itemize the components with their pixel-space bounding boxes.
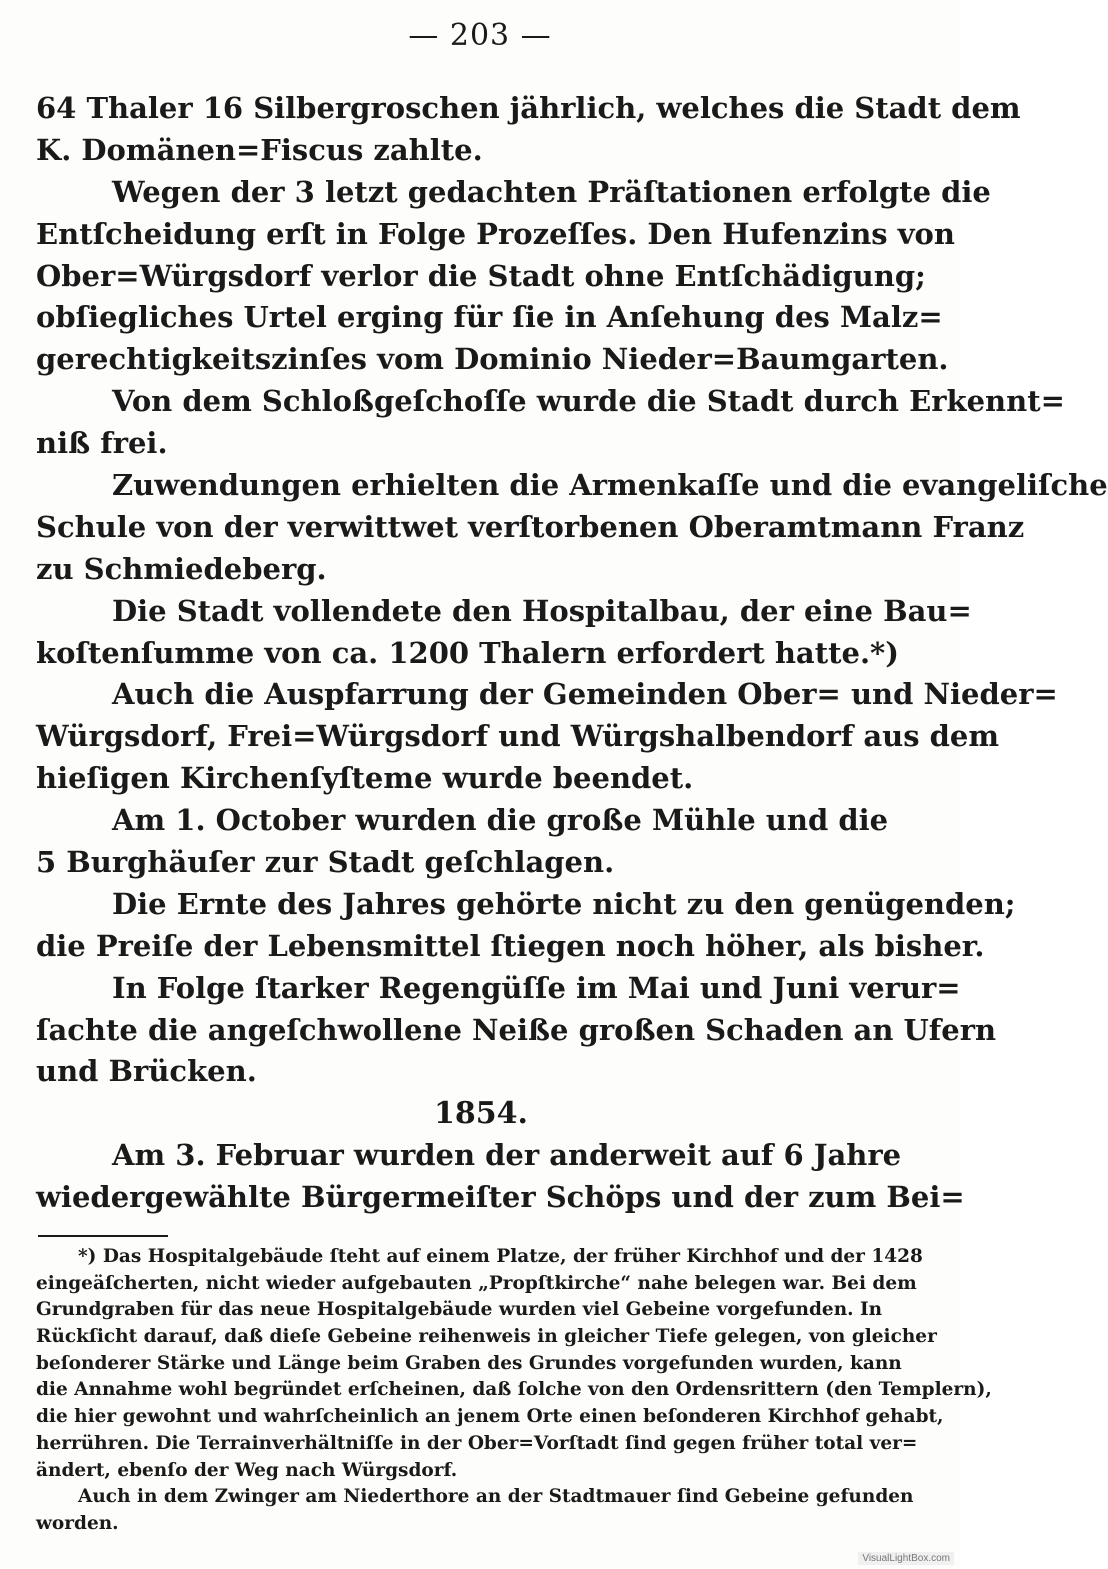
footnote-line: eingeäſcherten, nicht wieder aufgebauten „Propſtkirche“ nahe belegen war. Bei dem — [36, 1272, 917, 1294]
text-line: niß frei. — [36, 426, 168, 461]
text-line: K. Domänen=Fiscus zahlte. — [36, 132, 483, 167]
footnote-line: worden. — [36, 1512, 119, 1534]
text-line: obſiegliches Urtel erging für ſie in Anſehung des Malz= — [36, 300, 943, 335]
footnote-line: *) Das Hospitalgebäude ſteht auf einem Platze, der früher Kirchhof und der 1428 — [78, 1246, 923, 1267]
text-line: gerechtigkeitszinſes vom Dominio Nieder=Baumgarten. — [36, 342, 949, 377]
text-line: wiedergewählte Bürgermeiſter Schöps und der zum Bei= — [36, 1180, 965, 1215]
text-line: Wegen der 3 letzt gedachten Präſtationen erfolgte die — [112, 174, 991, 209]
footnote-line: beſonderer Stärke und Länge beim Graben des Grundes vorgefunden wurden, kann — [36, 1352, 902, 1374]
text-line: ſachte die angeſchwollene Neiße großen Schaden an Ufern — [36, 1012, 997, 1047]
footnote-line: Grundgraben für das neue Hospitalgebäude wurden viel Gebeine vorgefunden. In — [36, 1299, 883, 1321]
body-lines — [36, 88, 1108, 1093]
text-line: koſtenſumme von ca. 1200 Thalern erfordert hatte.*) — [36, 635, 899, 670]
text-line: Am 3. Februar wurden der anderweit auf 6 Jahre — [112, 1138, 902, 1173]
text-line: 5 Burghäuſer zur Stadt geſchlagen. — [36, 845, 615, 880]
footnote — [36, 1244, 992, 1538]
footnote-line: Rückſicht darauf, daß dieſe Gebeine reihenweis in gleicher Tiefe gelegen, von gleicher — [36, 1326, 937, 1348]
year-heading: 1854. — [434, 1096, 528, 1132]
text-line: In Folge ſtarker Regengüſſe im Mai und Juni verur= — [112, 970, 961, 1005]
footnote-line: die hier gewohnt und wahrſcheinlich an jenem Orte einen beſonderen Kirchhof gehabt, — [36, 1406, 944, 1428]
text-line: Zuwendungen erhielten die Armenkaſſe und die evangeliſche — [112, 468, 1108, 503]
footnote-line: herrühren. Die Terrainverhältniſſe in der Ober=Vorſtadt ſind gegen früher total ver= — [36, 1432, 918, 1454]
footnote-lines — [36, 1244, 992, 1538]
footnote-rule — [38, 1235, 168, 1237]
text-line: Auch die Auspfarrung der Gemeinden Ober= und Nieder= — [112, 677, 1058, 712]
text-line: Entſcheidung erſt in Folge Prozeſſes. Den Hufenzins von — [36, 216, 955, 251]
main-text — [36, 88, 1108, 1219]
text-line: Am 1. October wurden die große Mühle und die — [112, 803, 889, 838]
watermark: VisualLightBox.com — [858, 1552, 954, 1565]
page-number: — 203 — — [408, 18, 552, 53]
text-line: 64 Thaler 16 Silbergroschen jährlich, welches die Stadt dem — [36, 91, 1021, 125]
text-line: zu Schmiedeberg. — [36, 551, 327, 586]
text-line: Würgsdorf, Frei=Würgsdorf und Würgshalbendorf aus dem — [36, 719, 1000, 754]
text-line: Schule von der verwittwet verſtorbenen Oberamtmann Franz — [36, 509, 1025, 544]
footnote-line: die Annahme wohl begründet erſcheinen, daß ſolche von den Ordensrittern (den Templern), — [36, 1379, 992, 1401]
text-line: Ober=Würgsdorf verlor die Stadt ohne Entſchädigung; — [36, 258, 926, 293]
text-line: Von dem Schloßgeſchoſſe wurde die Stadt durch Erkennt= — [112, 384, 1065, 419]
text-line: und Brücken. — [36, 1054, 257, 1089]
footnote-line: Auch in dem Zwinger am Niederthore an der Stadtmauer ſind Gebeine gefunden — [78, 1486, 914, 1508]
text-line: die Preiſe der Lebensmittel ſtiegen noch höher, als bisher. — [36, 928, 985, 963]
text-line: hieſigen Kirchenſyſteme wurde beendet. — [36, 761, 694, 796]
text-line: Die Stadt vollendete den Hospitalbau, der eine Bau= — [112, 593, 972, 628]
body-lines-after — [36, 1135, 965, 1219]
footnote-line: ändert, ebenſo der Weg nach Würgsdorf. — [36, 1459, 458, 1481]
text-line: Die Ernte des Jahres gehörte nicht zu den genügenden; — [112, 886, 1016, 921]
